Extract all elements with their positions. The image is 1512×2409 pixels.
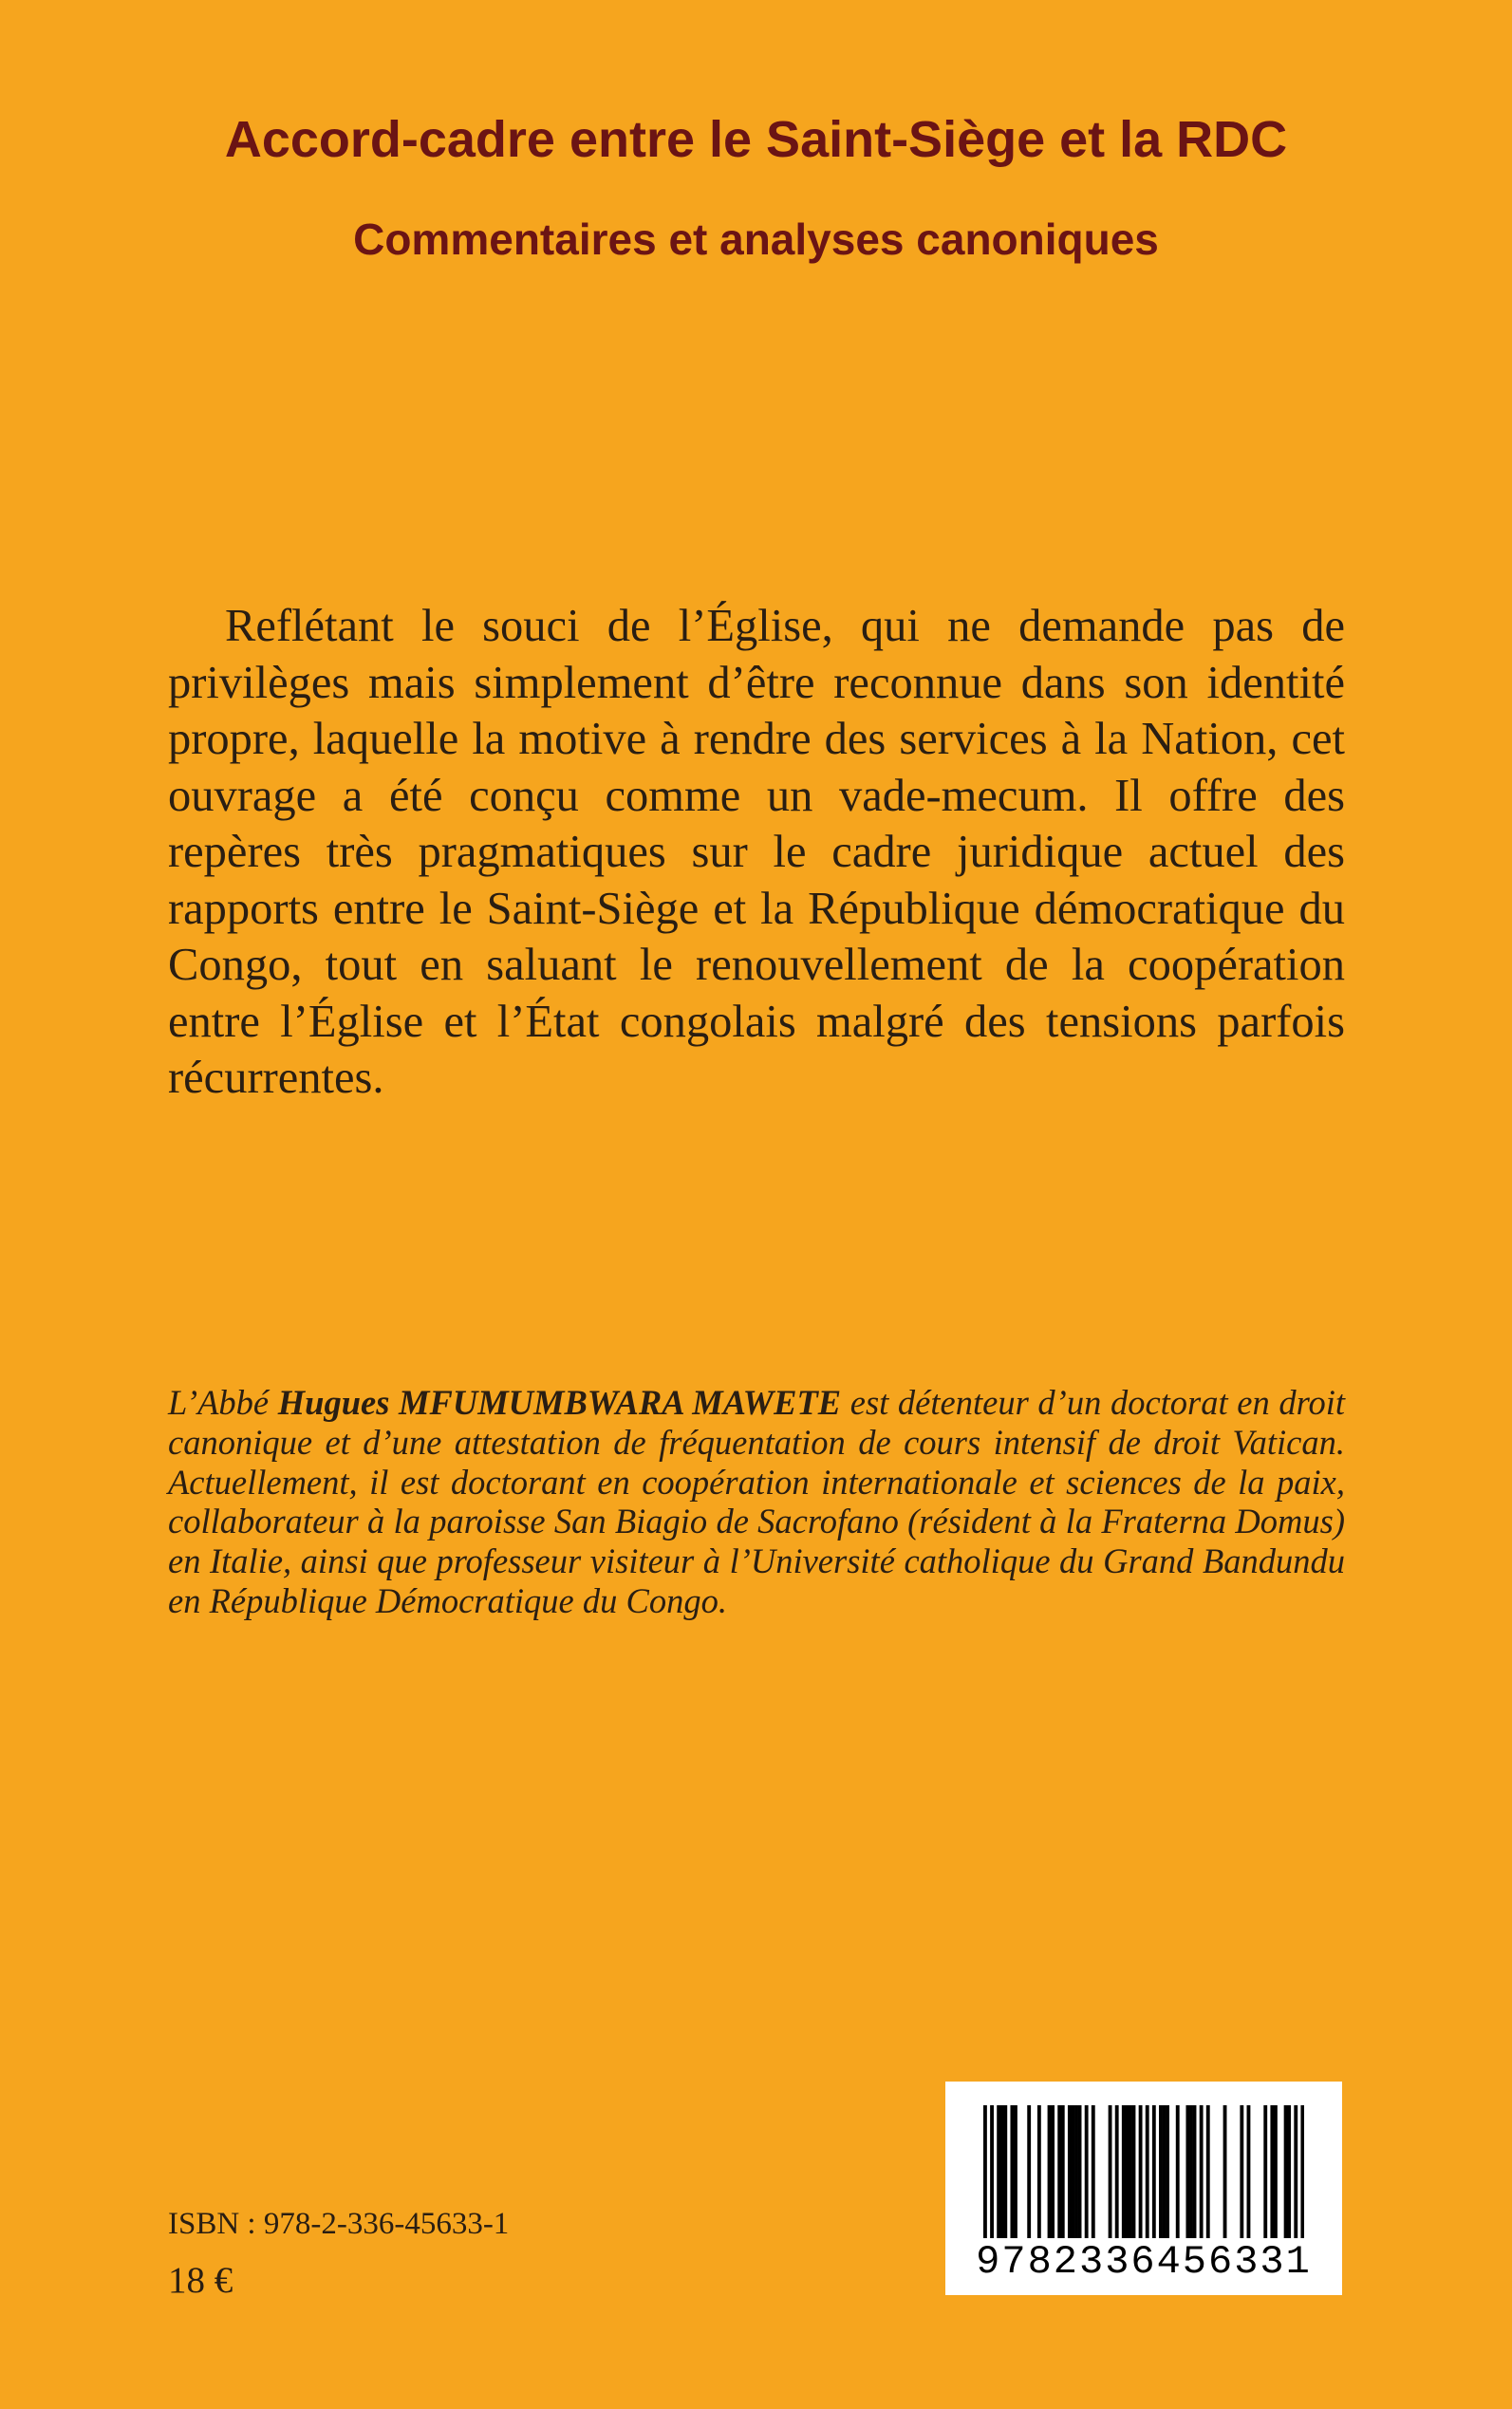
barcode-bar bbox=[1247, 2105, 1251, 2238]
barcode-bar bbox=[1139, 2105, 1143, 2238]
barcode-bar bbox=[1152, 2105, 1156, 2238]
barcode-bar bbox=[1027, 2105, 1031, 2238]
barcode-bar bbox=[1092, 2105, 1095, 2238]
author-bio bbox=[168, 1383, 1345, 1621]
author-bio-text: est détenteur d’un doctorat en droit canonique et d’une attestation de fréquentation de cours intensif de droit Vatican. Actuellement, il est doctorant en coopération internationale et sciences de la paix, collaborateur à la paroisse San Biagio de Sacrofano (résident à la Fraterna Domus) en Italie, ainsi que professeur visiteur à l’Université catholique du Grand Bandundu en République Démocratique du Congo. bbox=[168, 1383, 1345, 1620]
author-bio-prefix: L’Abbé bbox=[168, 1383, 278, 1422]
barcode-bar bbox=[1206, 2105, 1210, 2238]
barcode-bar bbox=[1000, 2105, 1004, 2238]
barcode-bar bbox=[1115, 2105, 1119, 2238]
barcode-bar bbox=[1014, 2105, 1017, 2238]
barcode-bar bbox=[1057, 2105, 1061, 2238]
barcode bbox=[945, 2082, 1342, 2295]
barcode-bar bbox=[1125, 2105, 1129, 2238]
barcode-bar bbox=[1166, 2105, 1169, 2238]
barcode-bar bbox=[1189, 2105, 1193, 2238]
barcode-bar bbox=[1037, 2105, 1041, 2238]
price-label: 18 € bbox=[168, 2260, 233, 2301]
barcode-bar bbox=[1074, 2105, 1078, 2238]
author-name: Hugues MFUMUMBWARA MAWETE bbox=[277, 1383, 842, 1422]
barcode-bar bbox=[1200, 2105, 1204, 2238]
barcode-bar bbox=[1146, 2105, 1149, 2238]
barcode-bar bbox=[1072, 2105, 1075, 2238]
barcode-bar bbox=[1068, 2105, 1072, 2238]
book-title: Accord-cadre entre le Saint-Siège et la RDC bbox=[224, 111, 1288, 168]
barcode-bar bbox=[1294, 2105, 1297, 2238]
barcode-bar bbox=[1003, 2105, 1007, 2238]
barcode-bar bbox=[1122, 2105, 1126, 2238]
barcode-bar bbox=[997, 2105, 1000, 2238]
synopsis-paragraph: Reflétant le souci de l’Église, qui ne demande pas de privilèges mais simplement d’être reconnue dans son identité propre, laquelle la motive à rendre des services à la Nation, cet ouvrage a été conçu comme un vade-mecum. Il offre des repères très pragmatiques sur le cadre juridique actuel des rapports entre le Saint-Siège et la République démocratique du Congo, tout en saluant le renouvellement de la coopération entre l’Église et l’État congolais malgré des tensions parfois récurrentes. bbox=[168, 601, 1345, 1103]
barcode-number: 9782336456331 bbox=[976, 2239, 1312, 2285]
barcode-bar bbox=[1223, 2105, 1227, 2238]
barcode-bar bbox=[1163, 2105, 1167, 2238]
barcode-bar bbox=[1284, 2105, 1288, 2238]
barcode-bar bbox=[1176, 2105, 1180, 2238]
barcode-bar bbox=[1061, 2105, 1065, 2238]
barcode-bar bbox=[1185, 2105, 1189, 2238]
barcode-bar bbox=[1010, 2105, 1014, 2238]
ean13-barcode-icon bbox=[983, 2105, 1304, 2238]
barcode-bar bbox=[1048, 2105, 1052, 2238]
barcode-bar bbox=[1159, 2105, 1163, 2238]
barcode-bar bbox=[1193, 2105, 1197, 2238]
barcode-bar bbox=[1078, 2105, 1082, 2238]
barcode-bar bbox=[1132, 2105, 1136, 2238]
isbn-label: ISBN : 978-2-336-45633-1 bbox=[168, 2207, 510, 2241]
book-subtitle: Commentaires et analyses canoniques bbox=[353, 215, 1159, 264]
barcode-bar bbox=[1287, 2105, 1291, 2238]
barcode-bar bbox=[1085, 2105, 1089, 2238]
barcode-bar bbox=[1270, 2105, 1274, 2238]
barcode-bar bbox=[1109, 2105, 1112, 2238]
barcode-bar bbox=[1129, 2105, 1132, 2238]
barcode-bar bbox=[1051, 2105, 1055, 2238]
barcode-bar bbox=[1274, 2105, 1278, 2238]
barcode-bar bbox=[990, 2105, 994, 2238]
barcode-bar bbox=[983, 2105, 987, 2238]
barcode-bar bbox=[1300, 2105, 1304, 2238]
barcode-bar bbox=[1240, 2105, 1243, 2238]
barcode-bar bbox=[1263, 2105, 1267, 2238]
